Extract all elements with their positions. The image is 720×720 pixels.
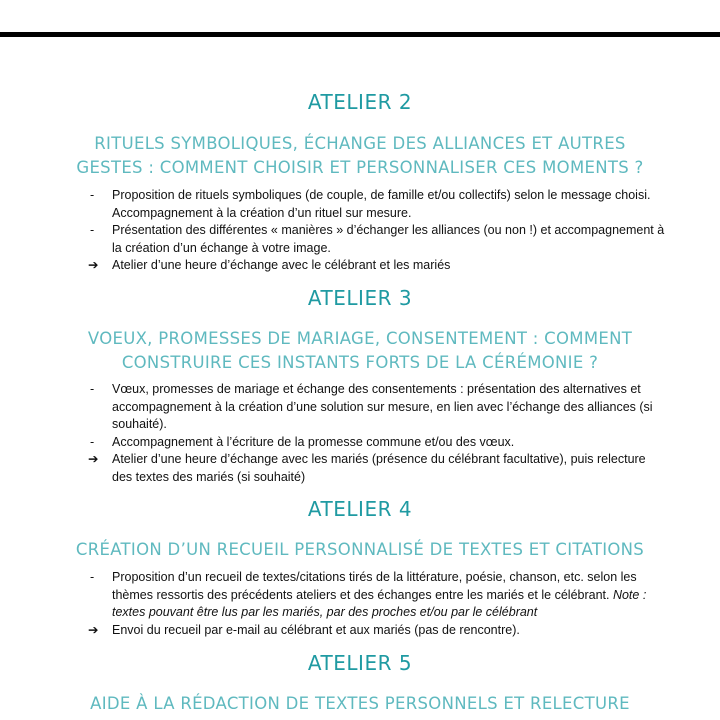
- section-subtitle: [60, 132, 660, 180]
- list-item: - Accompagnement à l’écriture de la promesse commune et/ou des vœux.: [88, 434, 668, 452]
- list-item: ➔ Atelier d’une heure d’échange avec les mariés (présence du célébrant facultative), puis relecture des textes des mariés (si souhaité): [88, 452, 646, 484]
- section-subtitle: [60, 538, 660, 562]
- subtitle-line: VOEUX, PROMESSES DE MARIAGE, CONSENTEMENT : COMMENT: [87, 329, 633, 348]
- dash-bullet: -: [90, 570, 95, 584]
- section-title: ATELIER 2: [307, 90, 413, 114]
- section-title: ATELIER 3: [307, 286, 413, 310]
- section-list: [88, 569, 668, 639]
- list-item: - Proposition de rituels symboliques (de couple, de famille et/ou collectifs) selon le message choisi. Accompagnement à la création d’un rituel sur mesure.: [90, 188, 651, 220]
- subtitle-line: CRÉATION D’UN RECUEIL PERSONNALISÉ DE TEXTES ET CITATIONS: [75, 540, 645, 559]
- section-title: ATELIER 5: [307, 651, 413, 675]
- section-title: ATELIER 4: [307, 497, 413, 521]
- list-item: - Présentation des différentes « manières » d’échanger les alliances (ou non !) et accompagnement à la création d’un échange à votre image.: [90, 223, 665, 255]
- subtitle-line: RITUELS SYMBOLIQUES, ÉCHANGE DES ALLIANCES ET AUTRES: [94, 134, 626, 153]
- section-subtitle: [60, 327, 660, 375]
- subtitle-line: GESTES : COMMENT CHOISIR ET PERSONNALISER CES MOMENTS ?: [76, 158, 644, 177]
- dash-bullet: -: [90, 223, 95, 237]
- section-subtitle: [60, 692, 660, 716]
- section-list: [88, 381, 668, 486]
- dash-bullet: -: [90, 188, 95, 202]
- arrow-bullet-icon: ➔: [88, 452, 99, 466]
- list-item: ➔ Atelier d’une heure d’échange avec le célébrant et les mariés: [88, 257, 668, 275]
- subtitle-line: AIDE À LA RÉDACTION DE TEXTES PERSONNELS ET RELECTURE: [90, 694, 630, 713]
- list-item: ➔ Envoi du recueil par e-mail au célébrant et aux mariés (pas de rencontre).: [88, 622, 668, 640]
- dash-bullet: -: [90, 382, 95, 396]
- note-text: Note : textes pouvant être lus par les mariés, par des proches et/ou par le célébrant: [112, 587, 647, 619]
- arrow-bullet-icon: ➔: [88, 622, 99, 637]
- section-list: [88, 187, 668, 275]
- list-item: - Vœux, promesses de mariage et échange des consentements : présentation des alternatives et accompagnement à la création d’une solution sur mesure, en lien avec l’échange des alliances (si souhaité).: [90, 382, 653, 431]
- list-item: - Proposition d’un recueil de textes/citations tirés de la littérature, poésie, chanson, etc. selon les thèmes ressortis des précédents ateliers et des échanges entre les mariés et le célébrant. Note : textes pouvant être lus par les mariés, par des proches et/ou par le célébrant: [90, 570, 647, 619]
- dash-bullet: -: [90, 434, 95, 449]
- top-rule: [0, 32, 720, 37]
- subtitle-line: CONSTRUIRE CES INSTANTS FORTS DE LA CÉRÉMONIE ?: [121, 353, 599, 372]
- arrow-bullet-icon: ➔: [88, 258, 99, 272]
